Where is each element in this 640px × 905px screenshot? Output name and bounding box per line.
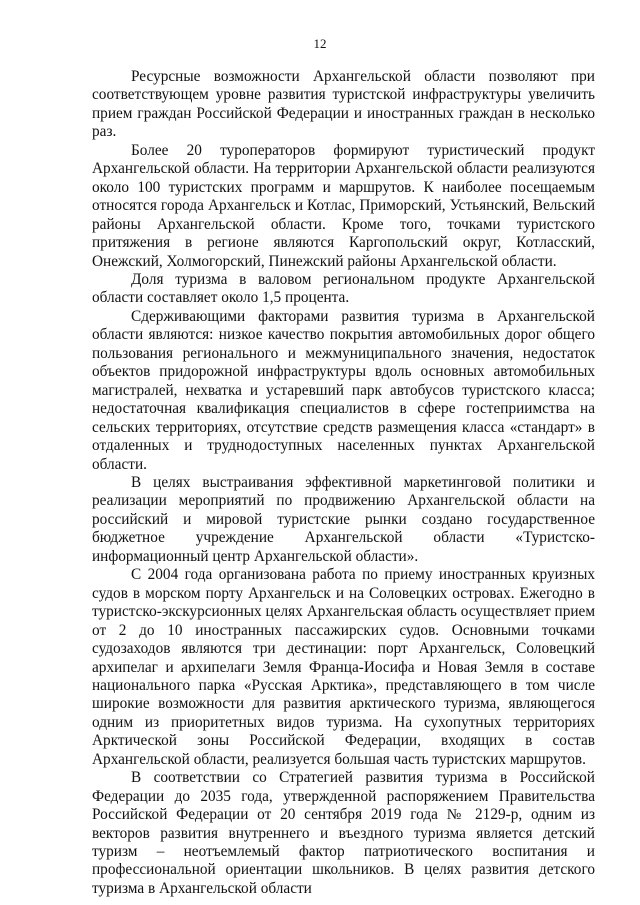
paragraph-constraints: Сдерживающими факторами развития туризма в Архангельской области являются: низкое качество покрытия автомобильных дорог общего пользования регионального и межмуниципального значения, недостаток объектов придорожной инфраструктуры вдоль основных автомобильных магистралей, нехватка и устаревший парк автобусов туристского класса; недостаточная квалификация специалистов в сфере гостеприимства на сельских территориях, отсутствие средств размещения класса «стандарт» в отдаленных и труднодоступных населенных пунктах Архангельской области. (92, 307, 595, 473)
page-number: 12 (313, 36, 327, 51)
paragraph-resource-capabilities: Ресурсные возможности Архангельской области позволяют при соответствующем уровне развития туристской инфраструктуры увеличить прием граждан Российской Федерации и иностранных граждан в несколько раз. (92, 68, 595, 141)
paragraph-tourism-strategy: В соответствии со Стратегией развития туризма в Российской Федерации до 2035 года, утвержденной распоряжением Правительства Российской Федерации от 20 сентября 2019 года № 2129-р, одним из векторов развития внутреннего и въездного туризма является детский туризм – неотъемлемый фактор патриотического воспитания и профессиональной ориентации школьников. В целях развития детского туризма в Архангельской области (92, 769, 595, 897)
paragraph-tour-operators: Более 20 туроператоров формируют туристический продукт Архангельской области. На территории Архангельской области реализуются около 100 туристских программ и маршрутов. К наиболее посещаемым относятся города Архангельск и Котлас, Приморский, Устьянский, Вельский районы Архангельской области. Кроме того, точками туристского притяжения в регионе являются Каргопольский округ, Котласский, Онежский, Холмогорский, Пинежский районы Архангельской области. (92, 141, 595, 270)
paragraph-tourism-share: Доля туризма в валовом региональном продукте Архангельской области составляет около 1,5 процента. (92, 270, 595, 307)
paragraph-cruise-ships: С 2004 года организована работа по приему иностранных круизных судов в морском порту Архангельск и на Соловецких островах. Ежегодно в туристско-экскурсионных целях Архангельская область осуществляет прием от 2 до 10 иностранных пассажирских судов. Основными точками судозаходов являются три дестинации: порт Архангельск, Соловецкий архипелаг и архипелаги Земля Франца-Иосифа и Новая Земля в составе национального парка «Русская Арктика», представляющего в том числе широкие возможности для развития арктического туризма, являющегося одним из приоритетных видов туризма. На сухопутных территориях Арктической зоны Российской Федерации, входящих в состав Архангельской области, реализуется большая часть туристских маршрутов. (92, 566, 595, 768)
paragraph-marketing-policy: В целях выстраивания эффективной маркетинговой политики и реализации мероприятий по продвижению Архангельской области на российский и мировой туристские рынки создано государственное бюджетное учреждение Архангельской области «Туристско-информационный центр Архангельской области». (92, 473, 595, 565)
document-body (92, 68, 595, 898)
